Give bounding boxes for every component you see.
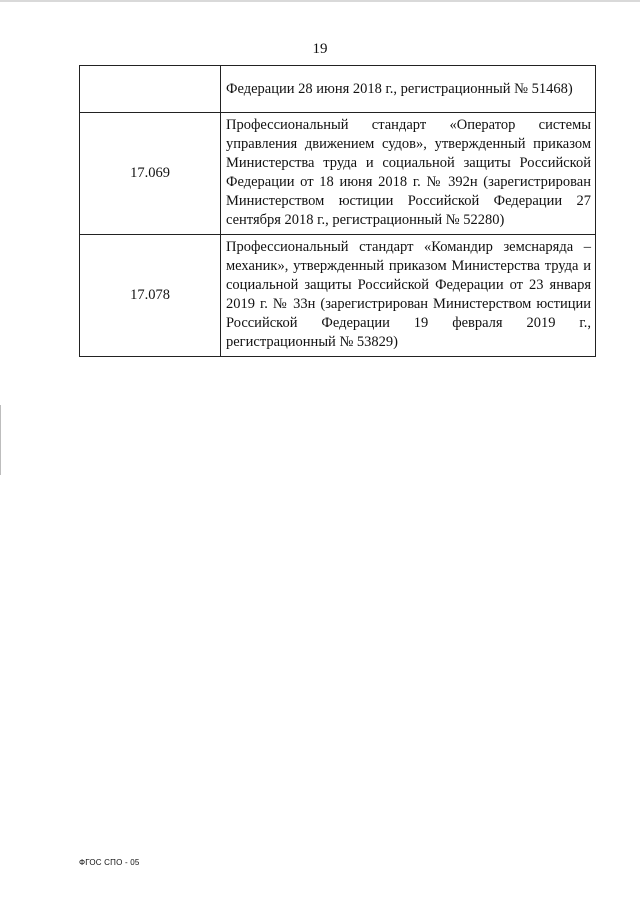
- table-row: [80, 113, 596, 235]
- table-row: [80, 66, 596, 113]
- scan-margin-mark: [0, 405, 1, 475]
- code-cell: 17.069: [80, 113, 221, 235]
- scan-top-edge: [0, 0, 640, 2]
- standards-table: [79, 65, 596, 357]
- standard-text-cell: Федерации 28 июня 2018 г., регистрационный № 51468): [221, 66, 596, 113]
- code-cell: 17.078: [80, 235, 221, 357]
- table-row: [80, 235, 596, 357]
- code-cell: [80, 66, 221, 113]
- page-number: 19: [312, 41, 328, 57]
- standard-text-cell: Профессиональный стандарт «Командир земснаряда – механик», утвержденный приказом Министерства труда и социальной защиты Российской Федерации от 23 января 2019 г. № 33н (зарегистрирован Министерством юстиции Российской Федерации 19 февраля 2019 г., регистрационный № 53829): [221, 235, 596, 357]
- standard-text-cell: Профессиональный стандарт «Оператор системы управления движением судов», утвержденный приказом Министерства труда и социальной защиты Российской Федерации от 18 июня 2018 г. № 392н (зарегистрирован Министерством юстиции Российской Федерации 27 сентября 2018 г., регистрационный № 52280): [221, 113, 596, 235]
- page-footer: ФГОС СПО - 05: [79, 858, 140, 867]
